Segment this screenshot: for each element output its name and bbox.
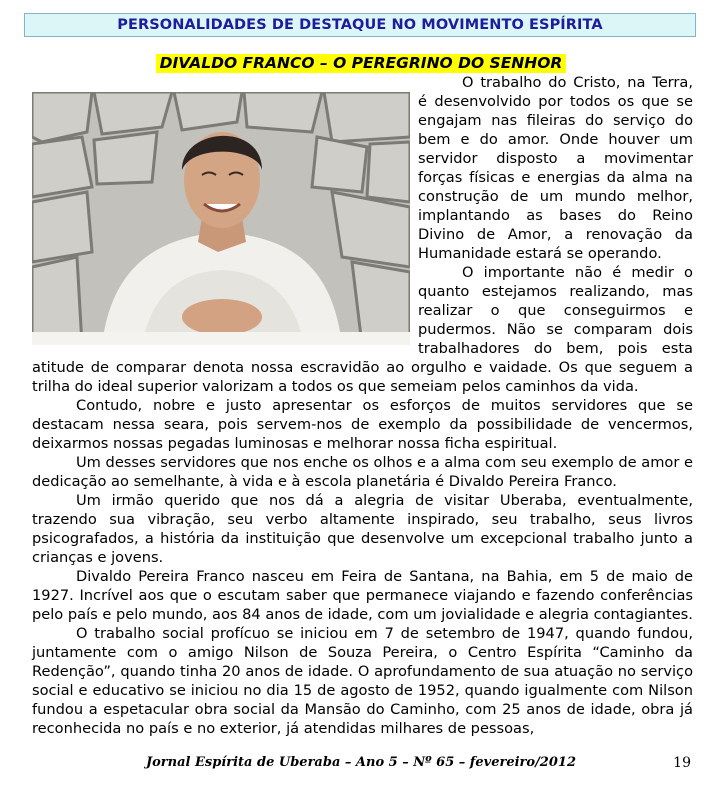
article-paragraph: Contudo, nobre e justo apresentar os esforços de muitos servidores que se destacam nessa seara, pois servem-nos de exemplo da possibilidade de vencermos, deixarmos nossas pegadas luminosas e melhorar nossa ficha espiritual. (32, 397, 693, 452)
article-paragraph: O trabalho do Cristo, na Terra, é desenvolvido por todos os que se engajam nas fileiras do serviço do bem e do amor. Onde houver um servidor disposto a movimentar forças físicas e energias da alma na construção de um mundo melhor, implantando as bases do Reino Divino de Amor, a renovação da Humanidade estará se operando. (418, 74, 693, 262)
article-paragraph: O trabalho social profícuo se iniciou em 7 de setembro de 1947, quando fundou, juntamente com o amigo Nilson de Souza Pereira, o Centro Espírita “Caminho da Redenção”, quando tinha 20 anos de idade. O aprofundamento de sua atuação no serviço social e educativo se iniciou no dia 15 de agosto de 1952, quando igualmente com Nilson fundou a espetacular obra social da Mansão do Caminho, com 25 anos de idade, obra já reconhecida no país e no exterior, já atendidas milhares de pessoas, (32, 625, 693, 737)
section-header (24, 13, 696, 37)
article-title-wrap (0, 53, 722, 73)
section-header-title: PERSONALIDADES DE DESTAQUE NO MOVIMENTO ESPÍRITA (117, 17, 603, 33)
article-paragraph: Um desses servidores que nos enche os olhos e a alma com seu exemplo de amor e dedicação ao semelhante, à vida e à escola planetária é Divaldo Pereira Franco. (32, 454, 693, 490)
article-paragraph: O importante não é medir o quanto estejamos realizando, mas realizar o que conseguirmos e pudermos. Não se comparam dois trabalhadores do bem, pois esta atitude de comparar denota nossa escravidão ao orgulho e vaidade. Os que seguem a trilha do ideal superior valorizam a todos os que semeiam pelos caminhos da vida. (32, 264, 693, 395)
article-paragraph: Divaldo Pereira Franco nasceu em Feira de Santana, na Bahia, em 5 de maio de 1927. Incrível aos que o escutam saber que permanece viajando e fazendo conferências pelo país e pelo mundo, aos 84 anos de idade, com um jovialidade e alegria contagiantes. (32, 568, 693, 623)
portrait-photo (32, 92, 410, 345)
page-footer (0, 753, 722, 773)
article-body (32, 73, 693, 738)
page-number: 19 (673, 755, 691, 771)
article-paragraph: Um irmão querido que nos dá a alegria de visitar Uberaba, eventualmente, trazendo sua vibração, seu verbo altamente inspirado, seu trabalho, seus livros psicografados, a história da instituição que desenvolve um excepcional trabalho junto a crianças e jovens. (32, 492, 693, 566)
article-title: DIVALDO FRANCO – O PEREGRINO DO SENHOR (156, 54, 567, 73)
publication-line: Jornal Espírita de Uberaba – Ano 5 – Nº 65 – fevereiro/2012 (145, 755, 576, 770)
